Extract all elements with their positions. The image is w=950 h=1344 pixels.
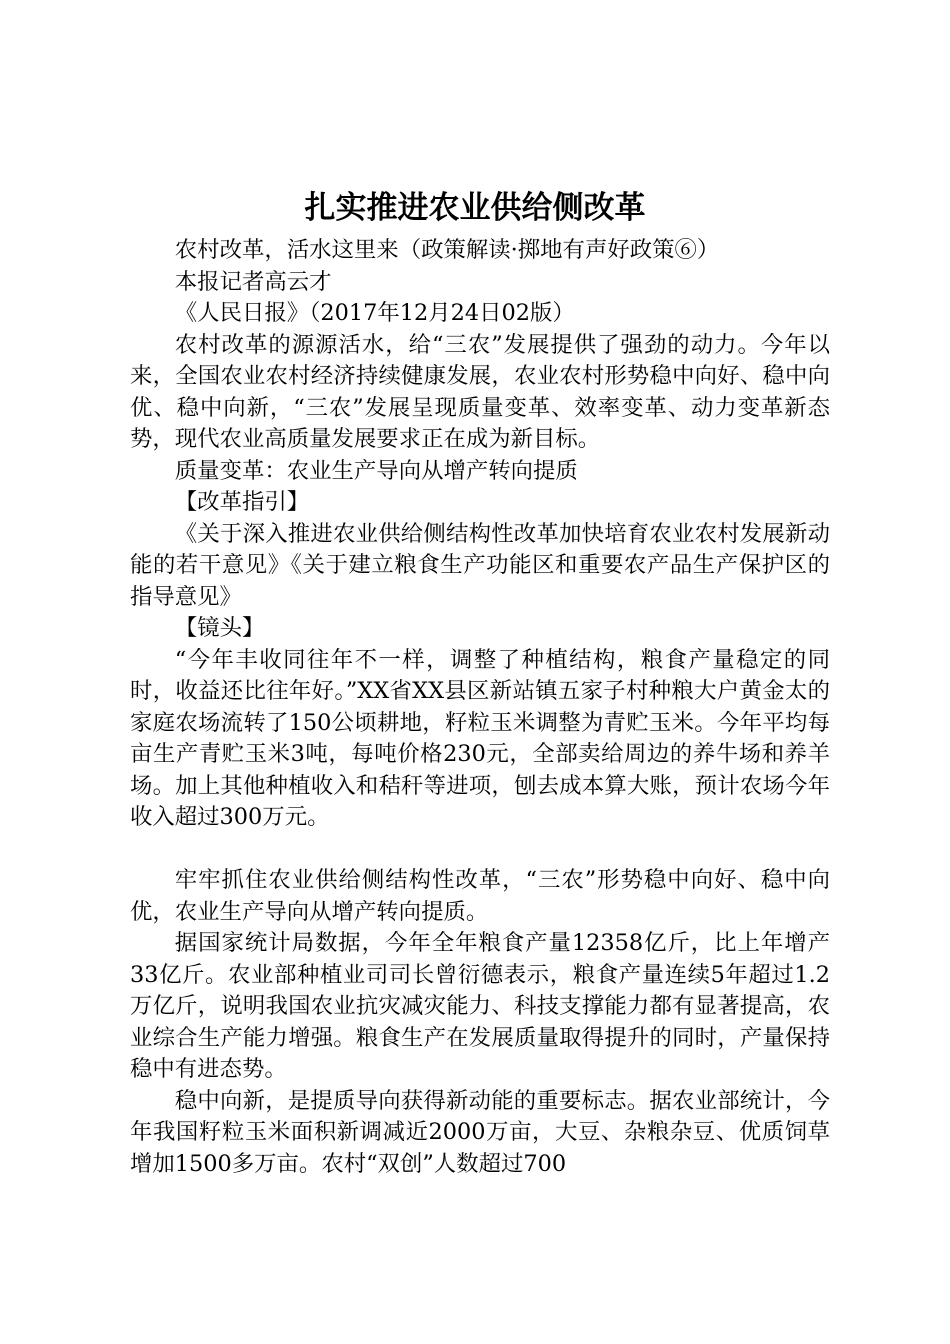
section-heading: 质量变革：农业生产导向从增产转向提质 [174, 457, 578, 484]
subtitle-paragraph: 农村改革，活水这里来（政策解读·掷地有声好政策⑥） [174, 237, 720, 263]
body-paragraph: 牢牢抓住农业供给侧结构性改革，“三农”形势稳中向好、稳中向优，农业生产导向从增产转向提质。 [130, 867, 830, 925]
body-paragraph: 据国家统计局数据，今年全年粮食产量12358亿斤，比上年增产33亿斤。农业部种植业司司长曾衍德表示，粮食产量连续5年超过1.2万亿斤，说明我国农业抗灾减灾能力、科技支撑能力都有显著提高，农业综合生产能力增强。粮食生产在发展质量取得提升的同时，产量保持稳中有进态势。 [130, 930, 830, 1082]
source-paragraph: 《人民日报》（2017年12月24日02版） [174, 300, 575, 326]
document-title: 扎实推进农业供给侧改革 [304, 190, 646, 226]
body-paragraph: 稳中向新，是提质导向获得新动能的重要标志。据农业部统计，今年我国籽粒玉米面积新调减近2000万亩，大豆、杂粮杂豆、优质饲草增加1500多万亩。农村“双创”人数超过700 [130, 1087, 830, 1177]
body-paragraph: “今年丰收同往年不一样，调整了种植结构，粮食产量稳定的同时，收益还比往年好。”XX省XX县区新站镇五家子村种粮大户黄金太的家庭农场流转了150公顷耕地，籽粒玉米调整为青贮玉米。今年平均每亩生产青贮玉米3吨，每吨价格230元，全部卖给周边的养牛场和养羊场。加上其他种植收入和秸秆等进项，刨去成本算大账，预计农场今年收入超过300万元。 [130, 646, 830, 830]
section-label: 【镜头】 [174, 615, 265, 641]
byline-paragraph: 本报记者高云才 [174, 268, 332, 295]
document-body [130, 235, 830, 1180]
body-paragraph: 农村改革的源源活水，给“三农”发展提供了强劲的动力。今年以来，全国农业农村经济持续健康发展，农业农村形势稳中向好、稳中向优、稳中向新，“三农”发展呈现质量变革、效率变革、动力变革新态势，现代农业高质量发展要求正在成为新目标。 [130, 331, 830, 452]
body-paragraph: 《关于深入推进农业供给侧结构性改革加快培育农业农村发展新动能的若干意见》《关于建立粮食生产功能区和重要农产品生产保护区的指导意见》 [130, 520, 830, 610]
section-label: 【改革指引】 [174, 489, 310, 515]
